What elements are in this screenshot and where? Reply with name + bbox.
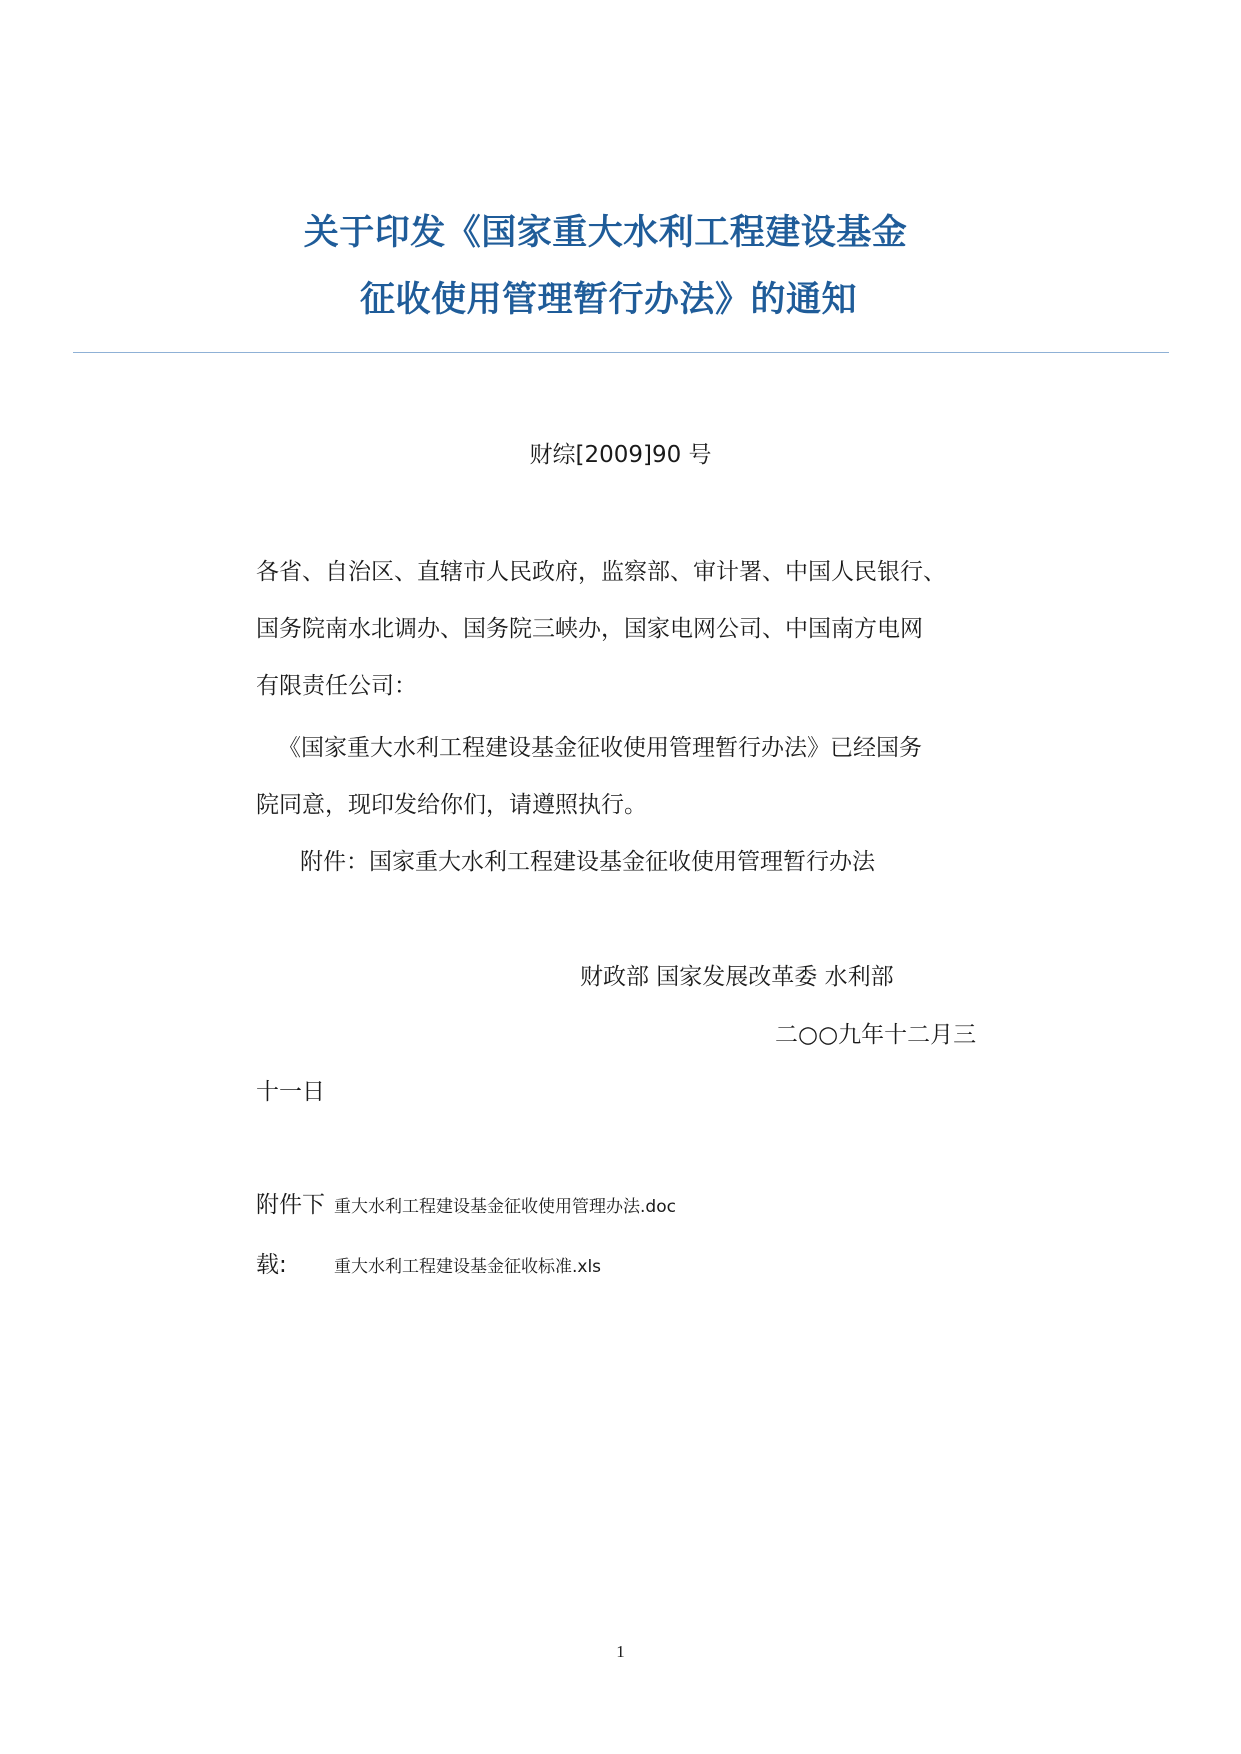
addressee-line-2: 国务院南水北调办、国务院三峡办，国家电网公司、中国南方电网 bbox=[256, 616, 923, 642]
download-link-xls[interactable]: 重大水利工程建设基金征收标准.xls bbox=[334, 1257, 602, 1277]
body-paragraph-line-1: 《国家重大水利工程建设基金征收使用管理暂行办法》已经国务 bbox=[278, 735, 922, 761]
download-label-part-1: 附件下 bbox=[256, 1192, 325, 1218]
document-title-line-1: 关于印发《国家重大水利工程建设基金 bbox=[303, 213, 908, 253]
body-paragraph-line-2: 院同意，现印发给你们，请遵照执行。 bbox=[256, 792, 647, 818]
addressee-line-3: 有限责任公司： bbox=[256, 673, 417, 699]
title-divider bbox=[73, 352, 1169, 353]
addressee-line-1: 各省、自治区、直辖市人民政府，监察部、审计署、中国人民银行、 bbox=[256, 559, 946, 585]
download-label-part-2: 载: bbox=[256, 1252, 287, 1278]
issuing-authorities: 财政部 国家发展改革委 水利部 bbox=[580, 964, 894, 990]
document-number: 财综[2009]90 号 bbox=[529, 442, 712, 468]
attachment-note: 附件：国家重大水利工程建设基金征收使用管理暂行办法 bbox=[300, 849, 875, 875]
issue-date-line-1: 二○○九年十二月三 bbox=[775, 1022, 977, 1048]
download-link-doc[interactable]: 重大水利工程建设基金征收使用管理办法.doc bbox=[334, 1197, 676, 1217]
document-title-line-2: 征收使用管理暂行办法》的通知 bbox=[359, 280, 857, 320]
page-number: 1 bbox=[616, 1642, 625, 1661]
issue-date-line-2: 十一日 bbox=[256, 1079, 325, 1105]
